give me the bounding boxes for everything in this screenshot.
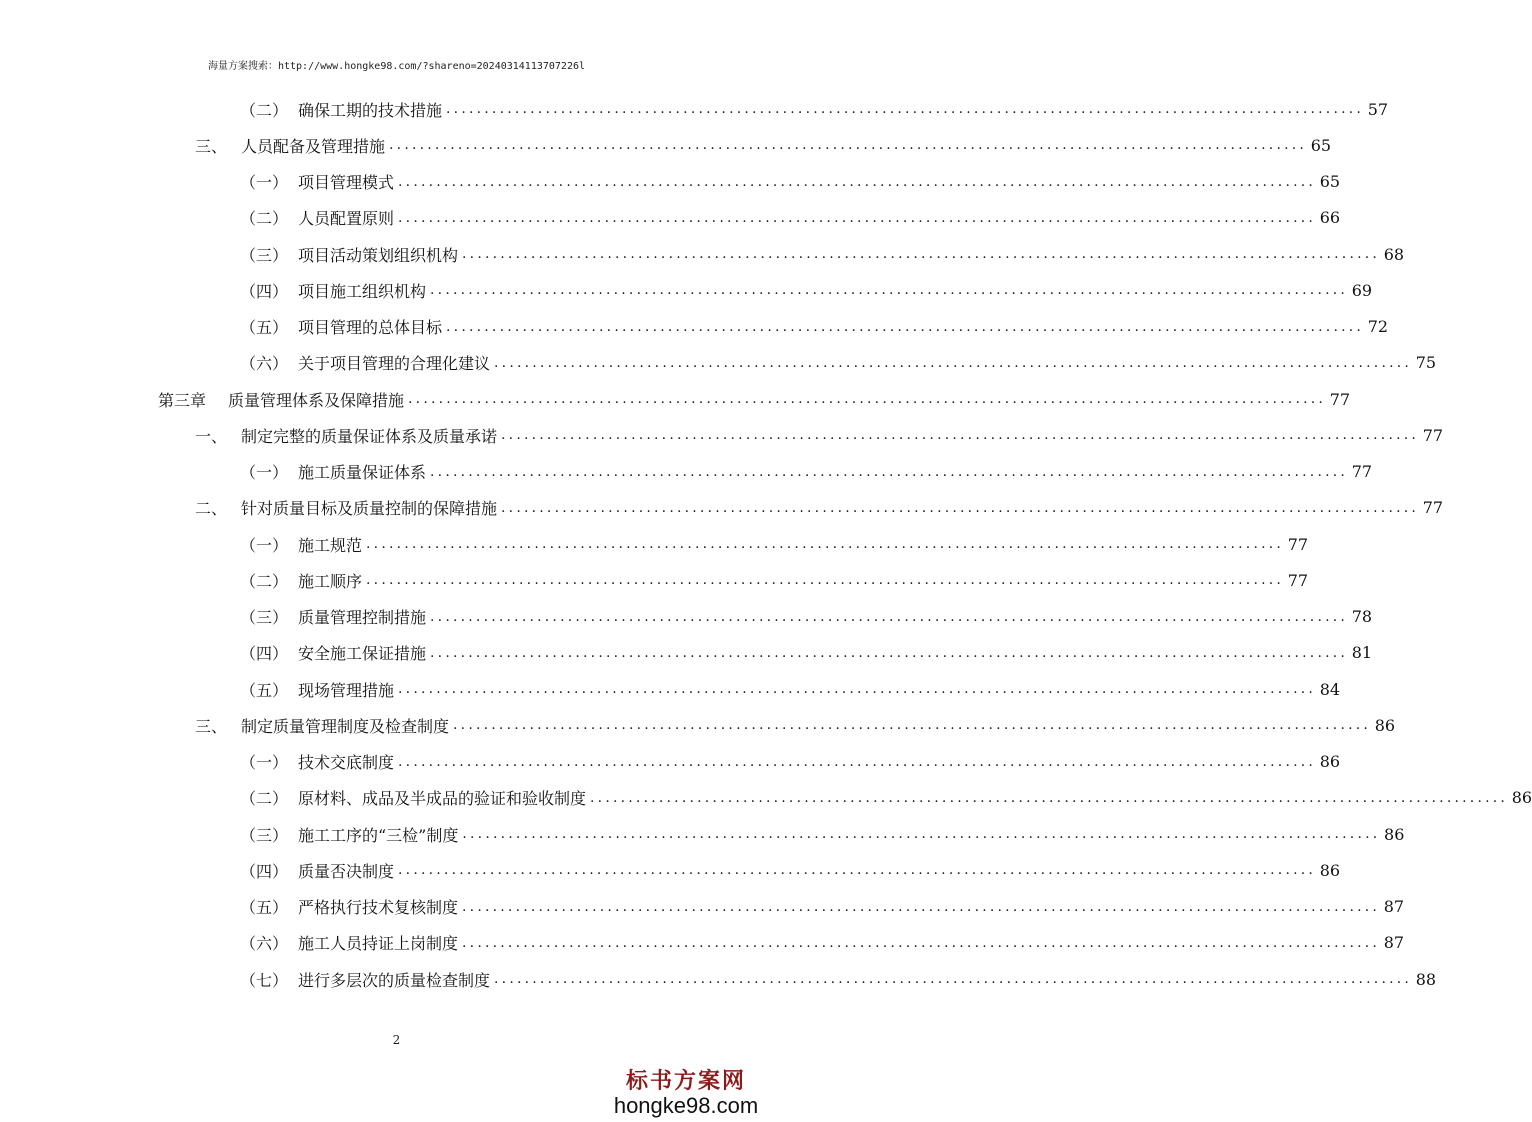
toc-entry[interactable] bbox=[0, 562, 1309, 598]
toc-dot-leader: ........................................................................................................................ bbox=[494, 971, 1413, 988]
toc-entry-page: 86 bbox=[1511, 788, 1532, 808]
toc-entry-number: （五） bbox=[240, 318, 289, 338]
toc-dot-leader: ........................................................................................................................ bbox=[430, 463, 1349, 480]
toc-entry-number: （五） bbox=[240, 898, 289, 918]
toc-entry[interactable] bbox=[0, 816, 1405, 852]
toc-entry-page: 77 bbox=[1329, 389, 1351, 409]
toc-entry-page: 77 bbox=[1351, 462, 1373, 482]
toc-entry-title: 质量管理控制措施 bbox=[298, 608, 427, 628]
toc-entry[interactable] bbox=[0, 417, 1444, 453]
toc-dot-leader: ........................................................................................................................ bbox=[430, 282, 1349, 299]
toc-dot-leader: ........................................................................................................................ bbox=[398, 173, 1317, 190]
toc-dot-leader: ........................................................................................................................ bbox=[462, 826, 1381, 843]
watermark-domain-text: hongke98.com bbox=[613, 1093, 759, 1118]
toc-dot-leader: ........................................................................................................................ bbox=[501, 427, 1420, 444]
toc-entry-page: 86 bbox=[1374, 715, 1396, 735]
toc-entry-title: 项目活动策划组织机构 bbox=[298, 245, 459, 265]
toc-entry-number: （二） bbox=[240, 571, 289, 591]
toc-dot-leader: ........................................................................................................................ bbox=[462, 246, 1381, 263]
toc-entry[interactable] bbox=[0, 707, 1396, 743]
toc-entry-title: 现场管理措施 bbox=[298, 680, 395, 700]
toc-entry[interactable] bbox=[0, 889, 1405, 925]
toc-entry[interactable] bbox=[0, 164, 1341, 200]
toc-entry-title: 质量管理体系及保障措施 bbox=[228, 390, 405, 410]
page-number: 2 bbox=[392, 1033, 401, 1047]
toc-entry[interactable] bbox=[0, 309, 1389, 345]
toc-entry-title: 项目管理模式 bbox=[298, 173, 395, 193]
toc-entry[interactable] bbox=[0, 345, 1437, 381]
toc-entry-page: 86 bbox=[1384, 824, 1405, 844]
toc-entry-number: （五） bbox=[240, 680, 289, 700]
toc-entry[interactable] bbox=[0, 200, 1341, 236]
toc-entry[interactable] bbox=[0, 780, 1532, 816]
toc-entry-title: 关于项目管理的合理化建议 bbox=[298, 354, 491, 374]
toc-entry-page: 77 bbox=[1422, 425, 1444, 445]
toc-entry-title: 确保工期的技术措施 bbox=[298, 100, 443, 120]
toc-entry-title: 人员配备及管理措施 bbox=[241, 136, 386, 156]
toc-entry-number: （六） bbox=[240, 354, 289, 374]
toc-entry-title: 严格执行技术复核制度 bbox=[298, 898, 459, 918]
toc-entry-title: 项目管理的总体目标 bbox=[298, 318, 443, 338]
toc-entry-page: 72 bbox=[1367, 317, 1389, 337]
toc-entry[interactable] bbox=[0, 635, 1373, 671]
toc-dot-leader: ........................................................................................................................ bbox=[398, 209, 1317, 226]
toc-entry-title: 进行多层次的质量检查制度 bbox=[298, 970, 491, 990]
toc-entry-number: （一） bbox=[240, 753, 289, 773]
toc-entry-number: （二） bbox=[240, 100, 289, 120]
toc-entry[interactable] bbox=[0, 127, 1332, 163]
toc-entry-page: 69 bbox=[1351, 280, 1373, 300]
toc-entry-number: （四） bbox=[240, 861, 289, 881]
toc-entry-title: 原材料、成品及半成品的验证和验收制度 bbox=[298, 789, 587, 809]
toc-dot-leader: ........................................................................................................................ bbox=[408, 391, 1327, 408]
toc-dot-leader: ........................................................................................................................ bbox=[494, 354, 1413, 371]
toc-dot-leader: ........................................................................................................................ bbox=[446, 318, 1365, 335]
toc-entry-page: 87 bbox=[1383, 897, 1405, 917]
toc-entry[interactable] bbox=[0, 236, 1405, 272]
toc-dot-leader: ........................................................................................................................ bbox=[430, 644, 1349, 661]
table-of-contents bbox=[0, 91, 1532, 997]
toc-entry-number: 第三章 bbox=[158, 390, 207, 410]
toc-entry-page: 77 bbox=[1287, 570, 1309, 590]
toc-entry-page: 68 bbox=[1383, 244, 1405, 264]
toc-entry-title: 制定质量管理制度及检查制度 bbox=[241, 716, 450, 736]
toc-entry[interactable] bbox=[0, 454, 1373, 490]
toc-entry[interactable] bbox=[0, 925, 1405, 961]
toc-entry[interactable] bbox=[0, 272, 1373, 308]
toc-dot-leader: ........................................................................................................................ bbox=[366, 536, 1285, 553]
toc-entry-page: 88 bbox=[1415, 969, 1437, 989]
toc-dot-leader: ........................................................................................................................ bbox=[462, 898, 1381, 915]
toc-entry-page: 77 bbox=[1422, 498, 1444, 518]
toc-entry-page: 81 bbox=[1351, 643, 1373, 663]
toc-entry-number: 二、 bbox=[195, 499, 228, 519]
toc-entry-title: 人员配置原则 bbox=[298, 209, 395, 229]
toc-entry-page: 84 bbox=[1319, 679, 1341, 699]
toc-entry-title: 安全施工保证措施 bbox=[298, 644, 427, 664]
toc-entry-number: （一） bbox=[240, 173, 289, 193]
toc-dot-leader: ........................................................................................................................ bbox=[389, 137, 1308, 154]
toc-entry-number: （二） bbox=[240, 789, 289, 809]
toc-entry-page: 65 bbox=[1310, 135, 1332, 155]
toc-entry-page: 66 bbox=[1319, 208, 1341, 228]
toc-entry[interactable] bbox=[0, 744, 1341, 780]
toc-entry[interactable] bbox=[0, 526, 1309, 562]
toc-dot-leader: ........................................................................................................................ bbox=[398, 681, 1317, 698]
toc-entry-number: （一） bbox=[240, 463, 289, 483]
toc-entry-number: 三、 bbox=[195, 136, 228, 156]
toc-entry-title: 质量否决制度 bbox=[298, 861, 395, 881]
toc-entry-title: 施工规范 bbox=[298, 535, 363, 555]
toc-entry-number: （七） bbox=[240, 970, 289, 990]
toc-dot-leader: ........................................................................................................................ bbox=[398, 753, 1317, 770]
watermark-cn-text: 标书方案网 bbox=[625, 1068, 746, 1094]
toc-entry[interactable] bbox=[0, 381, 1351, 417]
site-watermark-logo bbox=[591, 1068, 781, 1118]
toc-dot-leader: ........................................................................................................................ bbox=[446, 101, 1365, 118]
toc-entry[interactable] bbox=[0, 599, 1373, 635]
toc-entry[interactable] bbox=[0, 671, 1341, 707]
toc-entry-title: 施工顺序 bbox=[298, 571, 363, 591]
toc-entry-number: （一） bbox=[240, 535, 289, 555]
toc-entry-page: 87 bbox=[1383, 933, 1405, 953]
toc-entry-page: 86 bbox=[1319, 752, 1341, 772]
toc-dot-leader: ........................................................................................................................ bbox=[501, 499, 1420, 516]
toc-entry-title: 技术交底制度 bbox=[298, 753, 395, 773]
toc-dot-leader: ........................................................................................................................ bbox=[462, 934, 1381, 951]
toc-entry-number: 一、 bbox=[195, 426, 228, 446]
toc-entry-number: （三） bbox=[240, 825, 289, 845]
toc-entry-number: （四） bbox=[240, 281, 289, 301]
toc-entry[interactable] bbox=[0, 852, 1341, 888]
toc-entry-title: 施工工序的“三检”制度 bbox=[298, 825, 459, 845]
toc-entry[interactable] bbox=[0, 490, 1444, 526]
toc-entry-title: 施工人员持证上岗制度 bbox=[298, 934, 459, 954]
toc-entry-page: 78 bbox=[1351, 607, 1373, 627]
toc-entry-page: 65 bbox=[1319, 172, 1341, 192]
toc-entry-page: 86 bbox=[1319, 860, 1341, 880]
toc-entry-title: 施工质量保证体系 bbox=[298, 463, 427, 483]
toc-entry-number: （二） bbox=[240, 209, 289, 229]
toc-entry-number: （六） bbox=[240, 934, 289, 954]
toc-dot-leader: ........................................................................................................................ bbox=[453, 717, 1372, 734]
toc-entry-page: 75 bbox=[1415, 353, 1437, 373]
toc-dot-leader: ........................................................................................................................ bbox=[430, 608, 1349, 625]
toc-dot-leader: ........................................................................................................................ bbox=[398, 862, 1317, 879]
toc-entry[interactable] bbox=[0, 91, 1389, 127]
toc-entry-number: （四） bbox=[240, 644, 289, 664]
toc-entry-number: （三） bbox=[240, 245, 289, 265]
toc-entry-title: 针对质量目标及质量控制的保障措施 bbox=[241, 499, 498, 519]
toc-entry-title: 项目施工组织机构 bbox=[298, 281, 427, 301]
toc-entry-number: 三、 bbox=[195, 716, 228, 736]
toc-entry-page: 57 bbox=[1367, 99, 1389, 119]
toc-dot-leader: ........................................................................................................................ bbox=[366, 572, 1285, 589]
page-header-search-url: 海量方案搜索：http://www.hongke98.com/?shareno=20240314113707226l bbox=[207, 61, 586, 72]
toc-entry[interactable] bbox=[0, 961, 1437, 997]
toc-entry-number: （三） bbox=[240, 608, 289, 628]
toc-entry-page: 77 bbox=[1287, 534, 1309, 554]
toc-dot-leader: ........................................................................................................................ bbox=[590, 789, 1509, 806]
toc-entry-title: 制定完整的质量保证体系及质量承诺 bbox=[241, 426, 498, 446]
